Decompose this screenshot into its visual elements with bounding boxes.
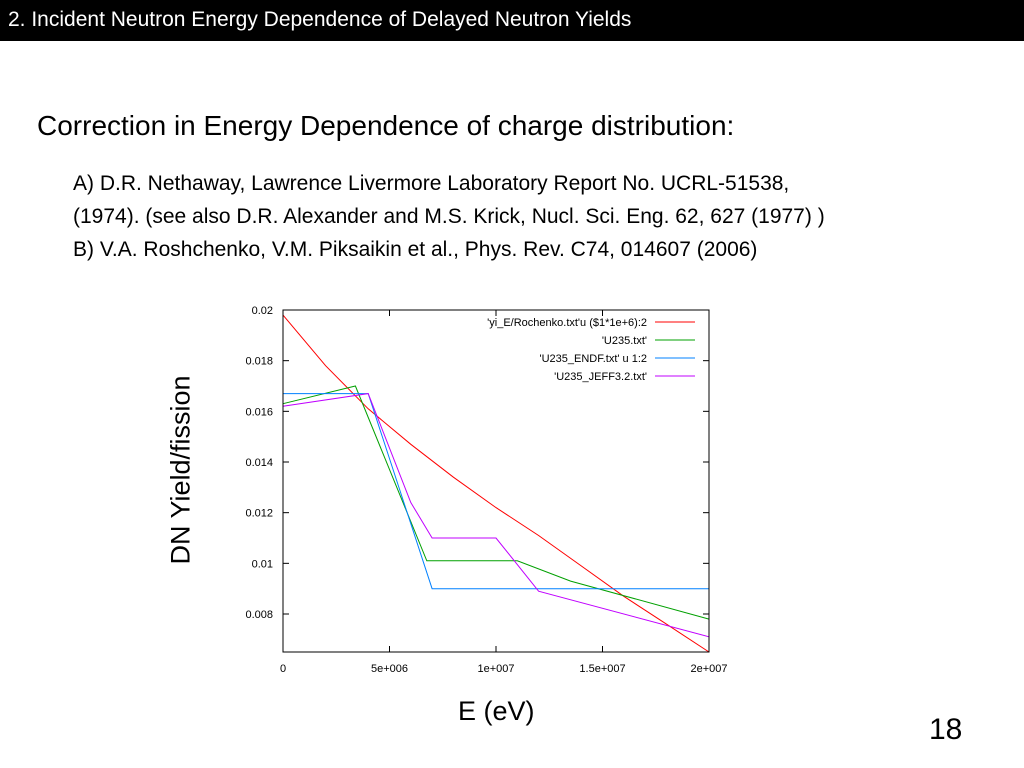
x-tick-label: 0 [279, 663, 287, 675]
tick-layer [245, 305, 727, 675]
series-layer [283, 315, 709, 652]
y-tick-label: 0.016 [245, 406, 273, 419]
legend-label: 'U235.txt' [601, 335, 647, 347]
series-line-4 [283, 394, 709, 637]
legend-label: 'yi_E/Rochenko.txt'u ($1*1e+6):2 [487, 317, 647, 329]
chart-legend [487, 317, 695, 383]
x-tick-label: 1e+007 [477, 663, 515, 675]
y-axis-label: DN Yield/fission [165, 375, 196, 565]
reference-line: B) V.A. Roshchenko, V.M. Piksaikin et al., Phys. Rev. C74, 014607 (2006) [73, 238, 758, 261]
page-number: 18 [929, 713, 963, 746]
slide-header-bar [0, 0, 1024, 41]
y-tick-label: 0.008 [245, 609, 273, 621]
slide-header-title: 2. Incident Neutron Energy Dependence of Delayed Neutron Yields [8, 8, 632, 31]
y-tick-label: 0.01 [251, 558, 273, 571]
legend-label: 'U235_JEFF3.2.txt' [554, 371, 647, 383]
y-tick-label: 0.014 [245, 457, 273, 469]
reference-line: A) D.R. Nethaway, Lawrence Livermore Laboratory Report No. UCRL-51538, [73, 172, 790, 195]
reference-list [73, 167, 825, 266]
x-tick-label: 5e+006 [370, 663, 409, 675]
series-line-2 [283, 386, 709, 619]
y-tick-label: 0.012 [245, 507, 273, 520]
series-line-3 [283, 394, 709, 589]
x-tick-label: 2e+007 [690, 663, 728, 675]
chart-plot [225, 298, 745, 688]
legend-label: 'U235_ENDF.txt' u 1:2 [539, 353, 647, 365]
y-tick-label: 0.018 [245, 355, 273, 368]
slide-subtitle: Correction in Energy Dependence of charge distribution: [37, 110, 735, 141]
y-tick-label: 0.02 [251, 305, 273, 317]
x-tick-label: 1.5e+007 [579, 663, 626, 675]
reference-line: (1974). (see also D.R. Alexander and M.S. Krick, Nucl. Sci. Eng. 62, 627 (1977) ) [73, 205, 825, 228]
x-axis-label: E (eV) [458, 696, 535, 726]
